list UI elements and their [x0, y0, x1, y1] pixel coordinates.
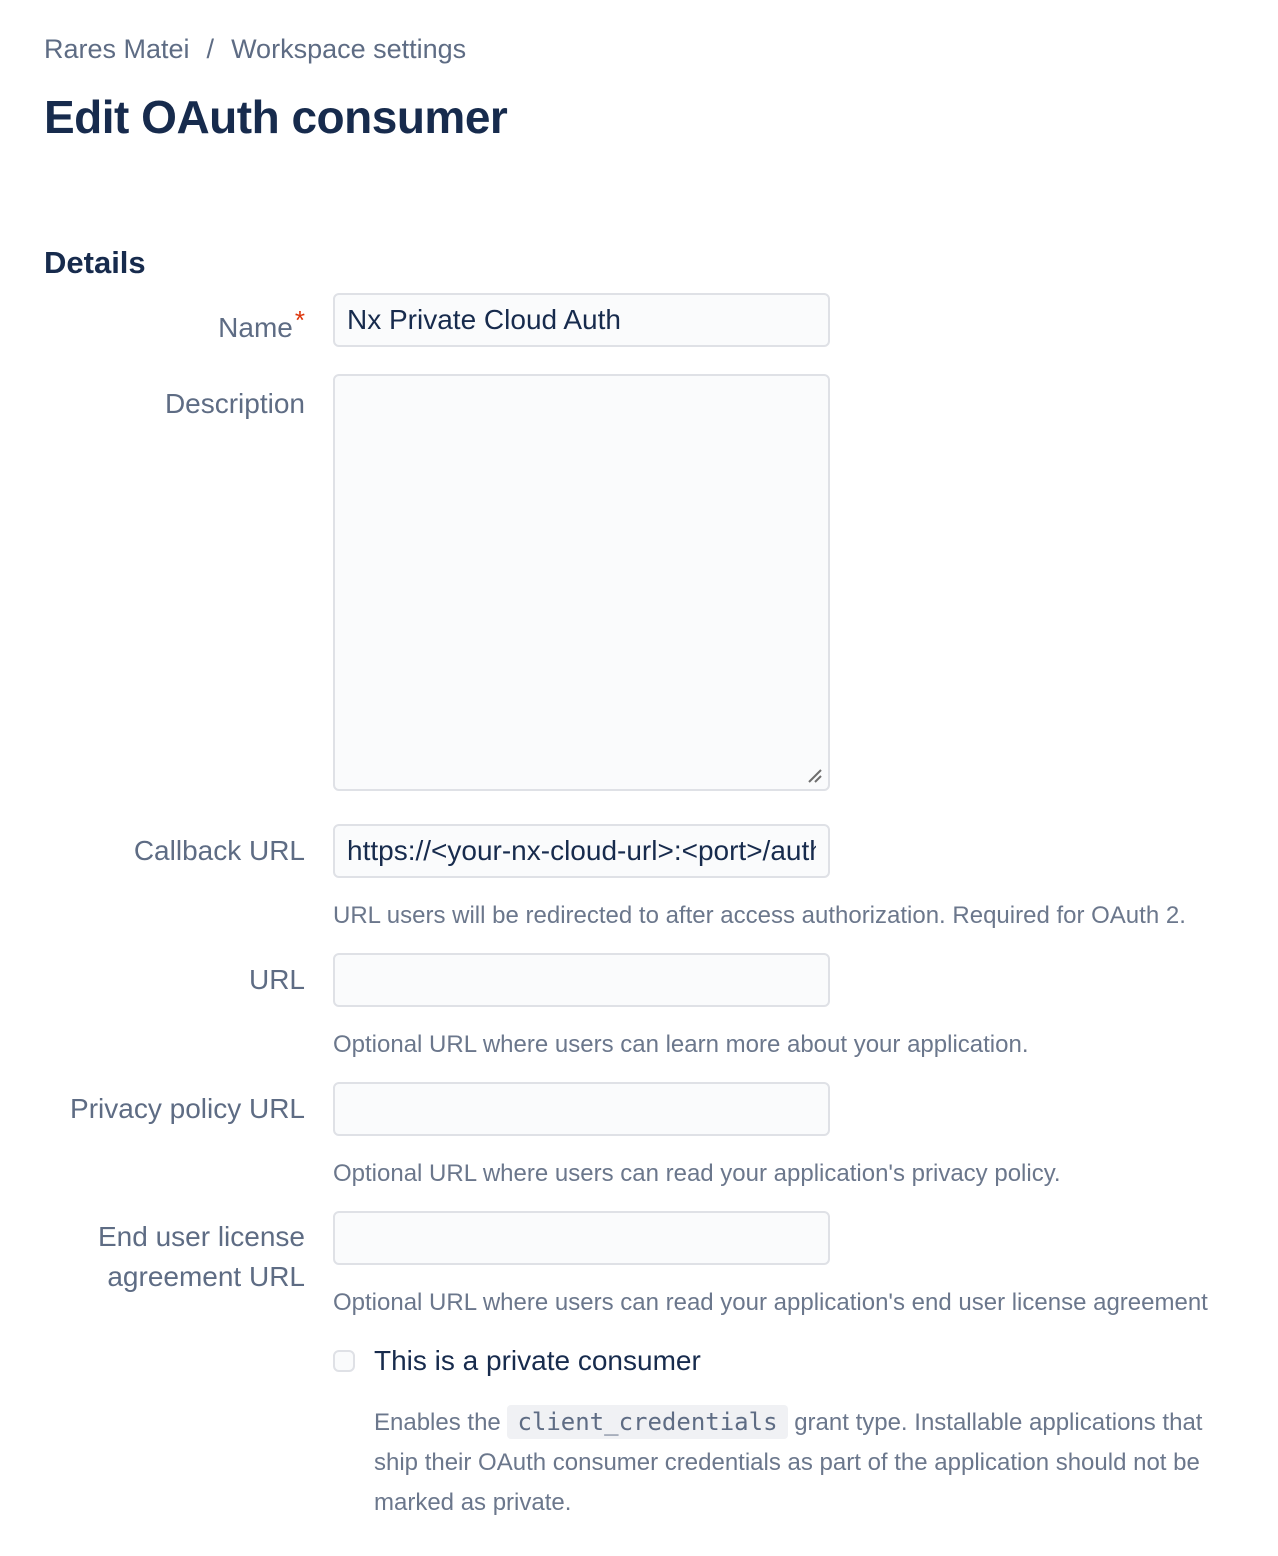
description-textarea[interactable] — [333, 374, 830, 791]
name-label-text: Name — [218, 312, 293, 343]
callback-url-input[interactable] — [333, 824, 830, 878]
private-consumer-checkbox-row — [333, 1344, 1234, 1378]
page-title: Edit OAuth consumer — [44, 91, 508, 143]
privacy-policy-url-row — [44, 1082, 1234, 1189]
breadcrumb-workspace-settings-link[interactable]: Workspace settings — [231, 34, 467, 64]
url-field-cell — [333, 953, 1234, 1060]
name-label — [44, 293, 333, 348]
private-consumer-checkbox-label[interactable]: This is a private consumer — [374, 1345, 701, 1376]
details-section-heading: Details — [44, 245, 146, 280]
callback-url-help-text: URL users will be redirected to after access authorization. Required for OAuth 2. — [333, 902, 1186, 929]
callback-url-field-cell — [333, 824, 1234, 931]
description-field-cell — [333, 374, 830, 791]
eula-url-field-cell — [333, 1211, 1234, 1318]
url-label: URL — [248, 964, 305, 995]
breadcrumb-user-link[interactable]: Rares Matei — [44, 34, 190, 64]
private-consumer-description — [374, 1402, 1234, 1523]
privacy-policy-url-field-cell — [333, 1082, 1234, 1189]
name-input[interactable] — [333, 293, 830, 347]
privacy-policy-url-help-text: Optional URL where users can read your application's privacy policy. — [333, 1160, 1061, 1187]
privacy-policy-url-input[interactable] — [333, 1082, 830, 1136]
description-label: Description — [164, 388, 305, 419]
url-input[interactable] — [333, 953, 830, 1007]
oauth-consumer-form — [44, 293, 1234, 1523]
url-row — [44, 953, 1234, 1060]
name-row — [44, 293, 1234, 348]
eula-url-input[interactable] — [333, 1211, 830, 1265]
eula-url-label: End user license agreement URL — [97, 1221, 305, 1292]
callback-url-row — [44, 824, 1234, 931]
callback-url-label: Callback URL — [133, 835, 305, 866]
private-consumer-section — [333, 1344, 1234, 1523]
name-field-cell — [333, 293, 1234, 347]
breadcrumb — [44, 33, 1234, 65]
eula-url-help-text: Optional URL where users can read your application's end user license agreement — [333, 1289, 1208, 1316]
required-asterisk: * — [294, 305, 305, 335]
privacy-policy-url-label: Privacy policy URL — [70, 1093, 305, 1124]
description-row — [44, 374, 1234, 791]
private-consumer-checkbox[interactable] — [333, 1350, 355, 1372]
breadcrumb-separator: / — [206, 34, 215, 64]
private-consumer-description-prefix: Enables the — [374, 1409, 508, 1436]
url-help-text: Optional URL where users can learn more about your application. — [333, 1031, 1029, 1058]
client-credentials-code: client_credentials — [507, 1405, 787, 1439]
private-consumer-description-suffix: grant type. Installable applications that ship their OAuth consumer credentials as part of the application should not be marked as private. — [374, 1409, 1203, 1516]
eula-url-row — [44, 1211, 1234, 1318]
resize-handle-icon[interactable] — [805, 766, 823, 784]
